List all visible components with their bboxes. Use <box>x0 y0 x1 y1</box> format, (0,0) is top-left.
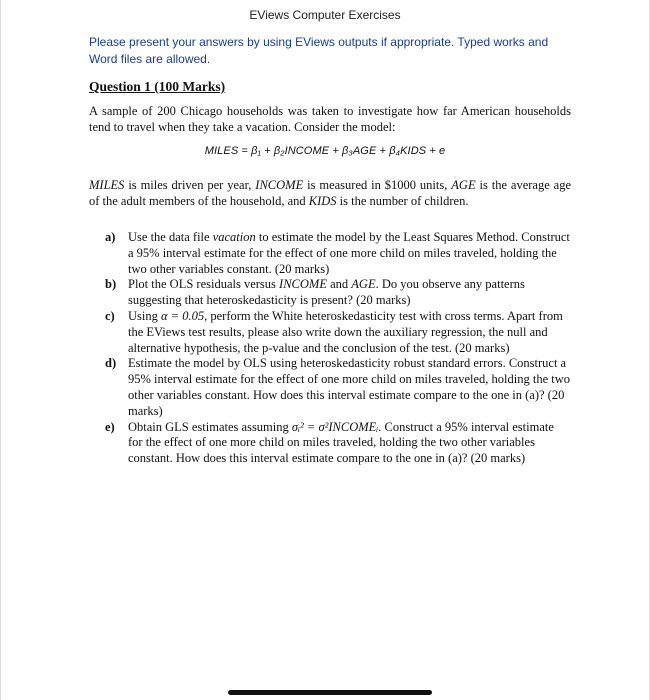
desc-text-4: is the number of children. <box>336 194 469 208</box>
part-d <box>105 356 570 419</box>
part-e-text-1: Obtain GLS estimates assuming <box>128 419 292 434</box>
part-label: b) <box>105 277 117 292</box>
part-c-text-2: , perform the White heteroskedasticity test with cross terms. Apart from the EViews test results, please also write down the auxiliary regression, the null and alternative hypothesis, the p-value and the conclusion of the test. (20 marks) <box>128 308 563 355</box>
var-income: INCOME <box>279 277 327 292</box>
question-parts-list <box>105 230 570 467</box>
desc-text-1: is miles driven per year, <box>124 178 256 192</box>
data-file-name: vacation <box>212 230 256 244</box>
question-title: Question 1 (100 Marks) <box>89 79 226 94</box>
part-label: a) <box>105 230 116 244</box>
question-intro: A sample of 200 Chicago households was taken to investigate how far American households tend to travel when they take a vacation. Consider the model: <box>89 104 571 134</box>
part-a <box>105 230 570 277</box>
model-equation: MILES = β₁ + β₂INCOME + β₃AGE + β₄KIDS + e <box>204 145 446 157</box>
desc-text-3: is the average age of the adult members of the household, and <box>89 178 572 208</box>
instructions-text: Please present your answers by using EViews outputs if appropriate. Typed works and Word files are allowed. <box>89 35 549 66</box>
part-b-text-1: Plot the OLS residuals versus <box>128 277 280 292</box>
var-age: AGE <box>351 277 376 292</box>
alpha-value: α = 0.05 <box>161 308 205 323</box>
home-indicator-bar[interactable] <box>228 690 432 695</box>
page-left-edge <box>0 0 1 700</box>
variance-formula: σᵢ² = σ²INCOMEᵢ <box>291 419 379 434</box>
part-e <box>105 420 570 467</box>
var-income: INCOME <box>255 178 304 192</box>
var-age: AGE <box>451 178 476 192</box>
part-label: c) <box>105 308 115 323</box>
var-miles: MILES <box>89 178 125 192</box>
part-c <box>105 309 570 356</box>
document-header: EViews Computer Exercises <box>249 8 401 22</box>
part-b-text-2: and <box>326 277 352 292</box>
part-a-text-1: Use the data file <box>128 230 213 244</box>
part-label: d) <box>105 356 117 371</box>
part-e-text-2: . Construct a 95% interval estimate for the effect of one more child on miles traveled, holding the two other variables constant. How does this interval estimate compare to the one in (a)? (20 marks) <box>128 419 554 466</box>
part-b <box>105 277 570 309</box>
part-c-text-1: Using <box>128 308 161 323</box>
var-kids: KIDS <box>308 194 337 208</box>
part-label: e) <box>105 419 115 434</box>
desc-text-2: is measured in $1000 units, <box>303 178 452 192</box>
part-a-text-2: to estimate the model by the Least Squares Method. Construct a 95% interval estimate for the effect of one more child on miles traveled, holding the two other variables constant. (20 marks) <box>128 230 570 276</box>
part-b-text-3: . Do you observe any patterns suggesting that heteroskedasticity is present? (20 marks) <box>128 277 525 308</box>
part-d-text: Estimate the model by OLS using heteroskedasticity robust standard errors. Construct a 95% interval estimate for the effect of one more child on miles traveled, holding the two other variables constant. How does this interval estimate compare to the one in (a)? (20 marks) <box>128 356 570 418</box>
variable-description <box>89 177 571 209</box>
